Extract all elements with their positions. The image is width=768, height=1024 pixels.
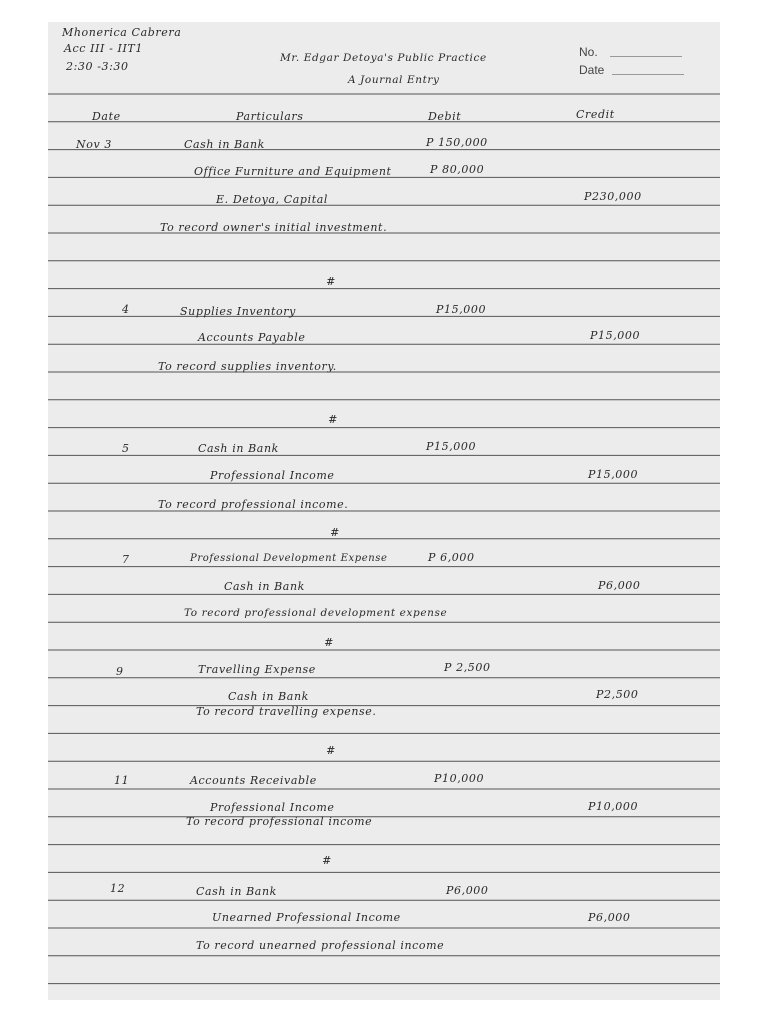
debit-amount: P 2,500 <box>444 661 491 674</box>
credit-account: Accounts Payable <box>198 331 306 344</box>
column-header-debit: Debit <box>428 110 462 123</box>
entry-date: 9 <box>116 665 124 678</box>
no-label: No. <box>579 45 598 59</box>
entry-explanation: To record professional development expense <box>184 607 448 619</box>
credit-amount: P230,000 <box>584 190 642 203</box>
section-code: Acc III - IIT1 <box>64 42 143 55</box>
entry-separator: # <box>324 636 334 649</box>
credit-amount: P6,000 <box>598 579 641 592</box>
column-header-particulars: Particulars <box>236 110 304 123</box>
credit-account: Professional Income <box>210 801 335 814</box>
entry-date: 5 <box>122 442 130 455</box>
entry-separator: # <box>326 275 336 288</box>
debit-amount: P15,000 <box>426 440 477 453</box>
journal-title: A Journal Entry <box>348 74 440 86</box>
entry-explanation: To record travelling expense. <box>196 705 377 718</box>
entry-explanation: To record professional income. <box>158 498 349 511</box>
credit-amount: P15,000 <box>590 329 641 342</box>
credit-amount: P10,000 <box>588 800 639 813</box>
date-field-line <box>612 74 684 75</box>
practice-title: Mr. Edgar Detoya's Public Practice <box>280 52 487 64</box>
entry-explanation: To record owner's initial investment. <box>160 221 388 234</box>
entry-date: 7 <box>122 553 130 566</box>
student-name: Mhonerica Cabrera <box>62 26 182 39</box>
entry-separator: # <box>322 854 332 867</box>
column-header-date: Date <box>92 110 121 123</box>
entry-date: 11 <box>114 774 130 787</box>
entry-date: 12 <box>110 882 126 895</box>
class-time: 2:30 -3:30 <box>66 60 129 73</box>
debit-account: Cash in Bank <box>196 885 277 898</box>
debit-amount: P10,000 <box>434 772 485 785</box>
credit-account: Unearned Professional Income <box>212 911 401 924</box>
entry-explanation: To record unearned professional income <box>196 939 445 952</box>
entry-separator: # <box>328 413 338 426</box>
debit-amount: P 150,000 <box>426 136 488 149</box>
notebook-page <box>48 22 720 1000</box>
debit-account: Cash in Bank <box>184 138 265 151</box>
credit-amount: P6,000 <box>588 911 631 924</box>
entry-separator: # <box>326 744 336 757</box>
credit-amount: P15,000 <box>588 468 639 481</box>
debit-account: Supplies Inventory <box>180 305 296 318</box>
debit-amount: P 6,000 <box>428 551 475 564</box>
entry-date: 4 <box>122 303 130 316</box>
debit-amount: P6,000 <box>446 884 489 897</box>
debit-account: Professional Development Expense <box>190 553 388 564</box>
column-header-credit: Credit <box>576 108 615 121</box>
debit-account: Cash in Bank <box>198 442 279 455</box>
debit-account: Office Furniture and Equipment <box>194 165 392 178</box>
credit-account: E. Detoya, Capital <box>216 193 328 206</box>
date-label: Date <box>579 63 605 77</box>
entry-explanation: To record professional income <box>186 815 373 828</box>
entry-separator: # <box>330 526 340 539</box>
debit-account: Accounts Receivable <box>190 774 317 787</box>
credit-account: Cash in Bank <box>224 580 305 593</box>
credit-amount: P2,500 <box>596 688 639 701</box>
debit-amount: P15,000 <box>436 303 487 316</box>
debit-amount: P 80,000 <box>430 163 485 176</box>
debit-account: Travelling Expense <box>198 663 316 676</box>
credit-account: Cash in Bank <box>228 690 309 703</box>
entry-date: Nov 3 <box>76 138 112 151</box>
no-field-line <box>610 56 682 57</box>
entry-explanation: To record supplies inventory. <box>158 360 337 373</box>
credit-account: Professional Income <box>210 469 335 482</box>
